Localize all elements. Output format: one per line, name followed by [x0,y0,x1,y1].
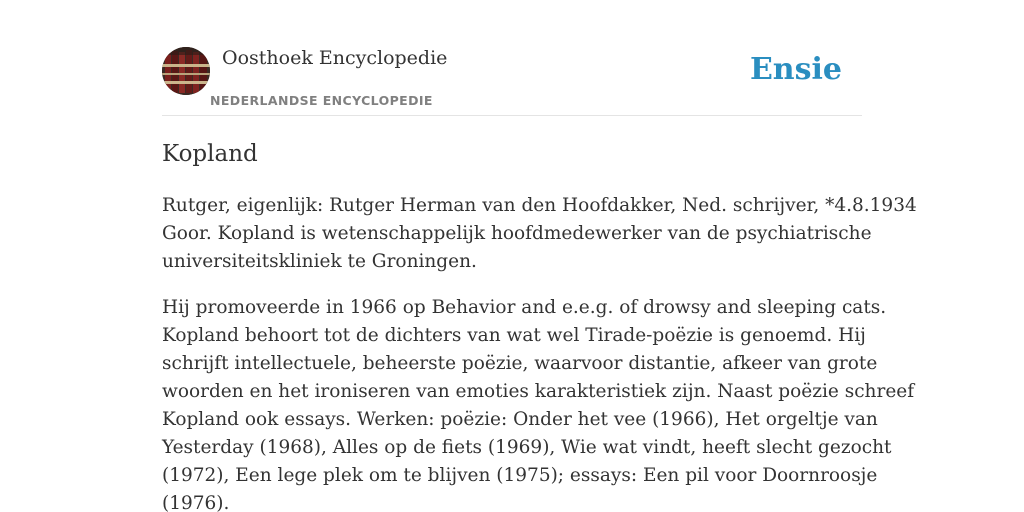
paragraph-line: universiteitskliniek te Groningen. [162,251,477,272]
article [162,138,917,512]
paragraph-line: (1972), Een lege plek om te blijven (1975); essays: Een pil voor Doornroosje [162,465,878,486]
paragraph-line: Kopland behoort tot de dichters van wat wel Tirade-poëzie is genoemd. Hij [162,325,866,346]
books-image [162,47,210,95]
paragraph-line: Kopland ook essays. Werken: poëzie: Onder het vee (1966), Het orgeltje van [162,409,878,430]
paragraph-line: woorden en het ironiseren van emoties karakteristiek zijn. Naast poëzie schreef [162,381,915,402]
header-divider [162,115,862,116]
site-title[interactable]: Oosthoek Encyclopedie [222,47,448,69]
ensie-logo[interactable]: Ensie [749,52,842,87]
article-paragraph [162,294,915,512]
site-header [162,46,862,116]
paragraph-line: Yesterday (1968), Alles op de fiets (1969), Wie wat vindt, heeft slecht gezocht [162,437,892,458]
paragraph-line: Hij promoveerde in 1966 op Behavior and e.e.g. of drowsy and sleeping cats. [162,297,887,318]
encyclopedia-books-icon[interactable] [162,47,210,95]
paragraph-line: schrijft intellectuele, beheerste poëzie, waarvoor distantie, afkeer van grote [162,353,878,374]
paragraph-line: (1976). [162,493,230,512]
paragraph-line: Goor. Kopland is wetenschappelijk hoofdmedewerker van de psychiatrische [162,223,872,244]
article-title: Kopland [162,141,258,167]
site-subtitle: NEDERLANDSE ENCYCLOPEDIE [210,93,433,108]
article-paragraph [162,192,917,276]
paragraph-line: Rutger, eigenlijk: Rutger Herman van den Hoofdakker, Ned. schrijver, *4.8.1934 [162,195,917,216]
